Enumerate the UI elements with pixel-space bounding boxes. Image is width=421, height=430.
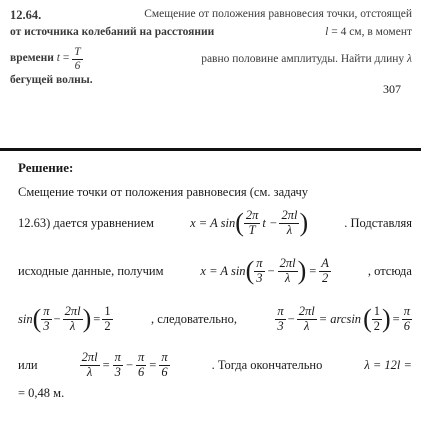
section-divider — [0, 148, 421, 151]
eq4-pi-result: π — [403, 304, 410, 319]
eq3-three: 3 — [43, 318, 50, 333]
eq5-pi-b: π — [138, 350, 145, 365]
eq5-phase-numerator: 2πl — [81, 350, 98, 365]
eq5-equals-2: = — [149, 357, 157, 372]
eq5-fraction-pi6b — [159, 351, 169, 378]
eq2-three: 3 — [256, 270, 263, 285]
eq4-equals: = — [392, 311, 400, 326]
eq4-phase-denominator: λ — [303, 318, 310, 333]
problem-line-3-text: равно половине амплитуды. Найти длину — [201, 53, 405, 65]
eq3-fraction-pi3 — [41, 305, 51, 332]
eq2-left-paren: ( — [245, 256, 255, 285]
eq3-right-paren: ) — [82, 304, 92, 333]
solution-line-3 — [18, 251, 412, 291]
problem-statement — [10, 8, 412, 92]
problem-distance-symbol: l — [325, 26, 329, 38]
problem-lambda-symbol: λ — [407, 53, 412, 65]
problem-line-2 — [10, 26, 412, 44]
eq2-lhs: x = A sin — [200, 263, 246, 278]
eq4-right-paren: ) — [381, 304, 391, 333]
eq4-six: 6 — [403, 318, 410, 333]
eq2-two: 2 — [321, 270, 329, 285]
eq4-fraction-pi3 — [275, 305, 285, 332]
eq4-left-paren: ( — [363, 304, 372, 333]
eq2-fraction-phase — [278, 257, 298, 284]
eq4-fraction-phase — [297, 305, 317, 332]
eq2-pi: π — [256, 256, 263, 271]
eq3-fraction-half — [102, 305, 112, 332]
solution-line-5 — [18, 345, 412, 385]
eq1-numerator: 2π — [245, 208, 259, 223]
solution-line-2 — [18, 203, 412, 243]
eq3-equals: = — [93, 311, 101, 326]
solution-final-value: = 0,48 м. — [18, 386, 65, 400]
eq5-pi-c: π — [161, 350, 168, 365]
solution-line-3-text: исходные данные, получим — [18, 263, 164, 278]
eq5-six-b: 6 — [161, 364, 168, 379]
eq5-fraction-pi3 — [113, 351, 123, 378]
eq3-phase-denominator: λ — [69, 318, 76, 333]
solution-line-1-text: Смещение точки от положения равновесия (см. задачу — [18, 185, 309, 199]
solution-line-1 — [18, 185, 412, 200]
equation-wave — [190, 209, 308, 236]
eq2-fraction-amplitude — [319, 257, 331, 284]
problem-time-denominator: 6 — [74, 59, 81, 72]
eq2-minus: − — [267, 263, 275, 278]
eq3-two: 2 — [104, 318, 111, 333]
solution-line-4-connector: , следовательно, — [150, 311, 237, 326]
eq3-phase-numerator: 2πl — [64, 304, 81, 319]
eq4-phase-numerator: 2πl — [298, 304, 315, 319]
eq2-phase-denominator: λ — [284, 270, 291, 285]
problem-equals: = — [62, 52, 70, 65]
eq5-fraction-pi6a — [136, 351, 146, 378]
problem-line-3-start: времени — [10, 52, 54, 65]
eq1-phase-numerator: 2πl — [281, 208, 298, 223]
eq3-pi: π — [43, 304, 50, 319]
solution-line-5-or: или — [18, 357, 38, 372]
eq3-one: 1 — [104, 304, 111, 319]
eq1-lhs: x = A sin — [190, 215, 236, 230]
problem-line-3 — [10, 44, 412, 74]
problem-line-1-text: Смещение от положения равновесия точки, отстоящей — [144, 8, 412, 20]
solution-line-3-end: , отсюда — [367, 263, 412, 278]
problem-line-4-text: бегущей волны. — [10, 74, 93, 86]
eq3-minus: − — [53, 311, 61, 326]
eq5-minus: − — [125, 357, 133, 372]
eq1-fraction-omega — [244, 209, 261, 236]
eq1-time-term: t − — [262, 215, 278, 230]
eq3-sin: sin — [18, 311, 33, 326]
eq4-fraction-pi6 — [402, 305, 412, 332]
eq5-final-result: λ = 12l = — [364, 357, 412, 372]
eq5-pi-a: π — [114, 350, 121, 365]
eq2-fraction-pi3 — [254, 257, 264, 284]
equation-sine — [18, 305, 113, 332]
eq5-fraction-phase — [80, 351, 100, 378]
eq2-phase-numerator: 2πl — [279, 256, 296, 271]
equation-substituted — [200, 257, 331, 284]
equation-arcsin — [275, 305, 412, 332]
eq4-one: 1 — [373, 304, 380, 319]
eq1-right-paren: ) — [299, 208, 309, 237]
problem-number: 12.64. — [10, 8, 42, 22]
problem-line-2-start: от источника колебаний на расстоянии — [10, 26, 215, 38]
eq2-right-paren: ) — [297, 256, 307, 285]
problem-time-numerator: T — [74, 46, 81, 59]
eq4-arcsin: = arcsin — [318, 311, 362, 326]
eq5-phase-denominator: λ — [86, 364, 93, 379]
solution-line-5-then: . Тогда окончательно — [211, 357, 323, 372]
solution-line-2-text: 12.63) дается уравнением — [18, 215, 154, 230]
eq4-three: 3 — [277, 318, 284, 333]
eq2-equals: = — [309, 263, 317, 278]
problem-time-symbol: t — [56, 52, 60, 65]
solution-line-4 — [18, 299, 412, 339]
eq1-phase-denominator: λ — [286, 222, 293, 237]
eq4-minus: − — [287, 311, 295, 326]
problem-line-4 — [10, 74, 412, 92]
eq4-fraction-half — [372, 305, 382, 332]
problem-line-2-end: = 4 см, в момент — [331, 26, 412, 38]
eq4-two: 2 — [373, 318, 380, 333]
eq1-left-paren: ( — [235, 208, 244, 237]
problem-line-1 — [10, 8, 412, 26]
solution-line-2-end: . Подставляя — [344, 215, 412, 230]
eq3-fraction-phase — [63, 305, 83, 332]
problem-time-fraction — [72, 46, 82, 71]
solution-heading: Решение: — [18, 160, 74, 175]
eq1-fraction-phase — [279, 209, 299, 236]
eq1-denominator: T — [248, 222, 256, 237]
eq2-amplitude: A — [321, 256, 329, 271]
equation-lambda — [80, 351, 170, 378]
eq5-six-a: 6 — [138, 364, 145, 379]
eq3-left-paren: ( — [32, 304, 42, 333]
eq5-equals: = — [102, 357, 110, 372]
eq4-pi: π — [277, 304, 284, 319]
eq5-three: 3 — [114, 364, 121, 379]
page-number: 307 — [383, 82, 401, 96]
